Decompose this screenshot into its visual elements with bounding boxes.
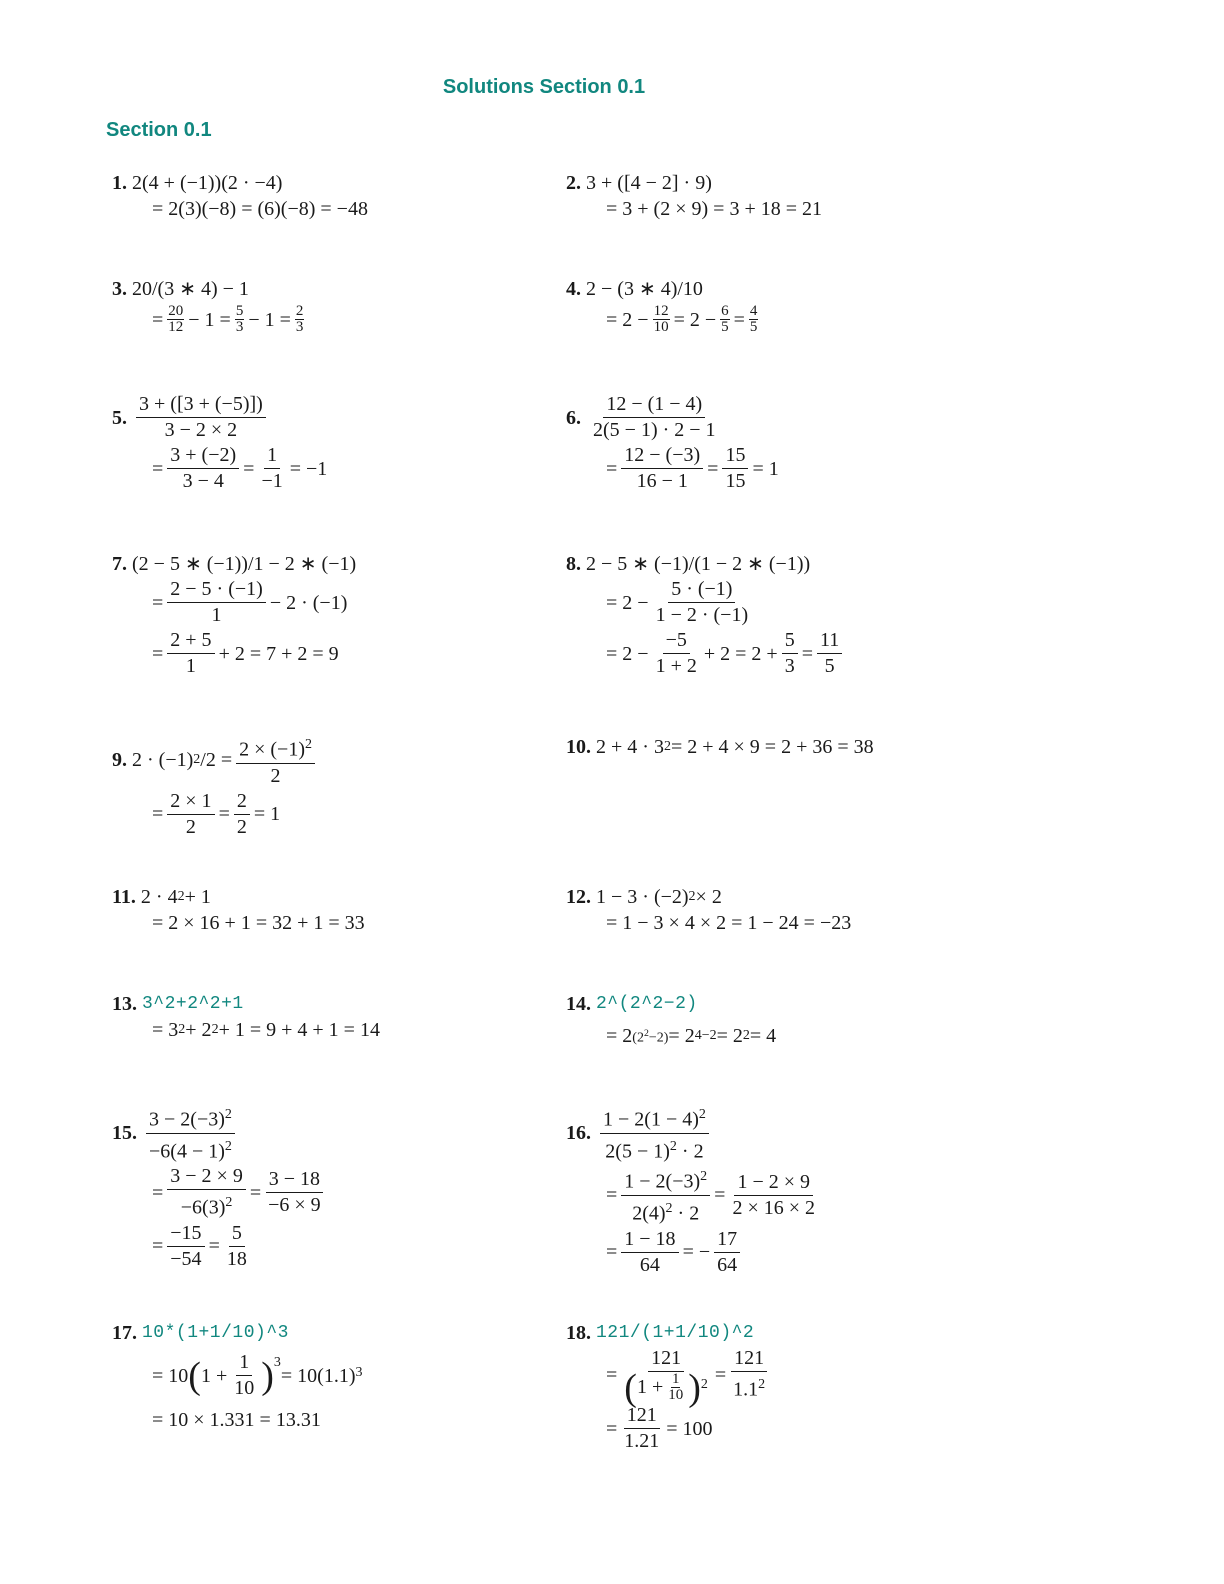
solution-text: = 100 <box>666 1417 713 1440</box>
solution-text: + 2 = 2 + <box>703 642 778 665</box>
problem-expression: 3 + ([4 − 2] · 9) <box>586 172 712 194</box>
solution-text: = − <box>682 1241 711 1264</box>
problem-expression: 2 · 4 <box>140 886 178 908</box>
problem-4 <box>566 276 762 335</box>
problem-expression: 2(4 + (−1))(2 · −4) <box>132 172 283 194</box>
fraction <box>730 1346 768 1403</box>
numerator <box>236 732 315 764</box>
exponent: 2 <box>178 1022 186 1037</box>
exponent: 2 <box>669 1138 677 1154</box>
denominator: 18 <box>226 1247 247 1270</box>
numerator: 3 − 18 <box>266 1167 323 1193</box>
fraction <box>235 304 245 335</box>
solution-line: = 3 + (2 × 9) = 3 + 18 = 21 <box>606 198 822 220</box>
equals-sign: = <box>606 1363 618 1386</box>
fraction <box>621 1403 662 1454</box>
problem-number: 4. <box>566 278 581 300</box>
numerator: 11 <box>817 628 842 654</box>
problem-17 <box>112 1320 362 1433</box>
fraction <box>167 577 266 628</box>
equals-sign: = <box>606 1241 618 1264</box>
denominator-text: · 2 <box>672 1202 700 1225</box>
fraction <box>167 1221 204 1272</box>
denominator: 5 <box>824 655 835 677</box>
numerator: 1 − 18 <box>621 1227 678 1253</box>
solution-text: = 3 <box>152 1019 179 1041</box>
exponent: 2 <box>700 1169 708 1185</box>
problem-number: 11. <box>112 886 136 908</box>
problem-number: 10. <box>566 736 591 758</box>
problem-number: 9. <box>112 749 127 772</box>
problem-number: 5. <box>112 406 127 429</box>
exponent: 2 <box>643 1028 649 1039</box>
problem-number: 12. <box>566 886 591 908</box>
denominator: −1 <box>261 470 283 492</box>
problem-number: 2. <box>566 172 581 194</box>
denominator: 10 <box>234 1377 255 1399</box>
denominator: 3 <box>235 319 244 335</box>
code-expression: 121/(1+1/10)^2 <box>596 1323 755 1343</box>
problem-number: 17. <box>112 1322 137 1344</box>
denominator: 64 <box>717 1253 738 1276</box>
problem-11 <box>112 884 365 936</box>
denominator: 64 <box>639 1253 660 1276</box>
numerator <box>600 1102 709 1134</box>
numerator: 5 <box>229 1221 245 1247</box>
equals-sign: = <box>714 1363 727 1386</box>
exponent: 2 <box>758 1377 766 1393</box>
solution-text: + 2 = 7 + 2 = 9 <box>218 642 339 665</box>
equals-sign: = <box>152 591 164 614</box>
equals-sign: = <box>707 457 719 480</box>
exponent: 2 <box>177 889 185 904</box>
fraction <box>236 732 315 789</box>
solution-line: = 1 − 3 × 4 × 2 = 1 − 24 = −23 <box>606 912 852 934</box>
equals-sign: = <box>152 1181 164 1204</box>
numerator: 3 − 2 × 9 <box>167 1164 246 1190</box>
denominator: 1 <box>185 655 196 677</box>
numerator-text: 3 − 2(−3) <box>149 1108 225 1131</box>
problem-6 <box>566 392 779 494</box>
solution-text: + 1 = 9 + 4 + 1 = 14 <box>218 1019 380 1041</box>
code-expression: 2^(2^2−2) <box>596 994 698 1014</box>
denominator-text: −6(3) <box>180 1196 226 1219</box>
numerator: 2 <box>234 789 250 815</box>
denominator: 16 − 1 <box>636 470 688 492</box>
denominator: 3 <box>295 319 304 335</box>
numerator <box>621 1164 710 1196</box>
problem-18 <box>566 1320 772 1454</box>
problem-14 <box>566 991 776 1052</box>
exponent: 2 <box>742 1028 750 1044</box>
exponent: 2 <box>688 889 696 904</box>
equals-sign: = <box>801 642 813 665</box>
problem-13 <box>112 991 380 1043</box>
fraction <box>224 1221 250 1272</box>
fraction <box>782 628 798 679</box>
solution-text: = 1 <box>752 457 779 480</box>
problem-expression: (2 − 5 ∗ (−1))/1 − 2 ∗ (−1) <box>132 553 357 575</box>
numerator: 121 <box>648 1346 684 1372</box>
problem-16 <box>566 1102 822 1278</box>
solution-text: + 2 <box>185 1019 212 1041</box>
denominator-text: · 2 <box>676 1140 704 1163</box>
denominator: 10 <box>653 319 669 335</box>
equals-sign: = <box>606 457 618 480</box>
problem-2 <box>566 170 822 222</box>
denominator: 1 <box>211 604 222 626</box>
denominator: −6 × 9 <box>268 1194 321 1217</box>
denominator-text: 1.1 <box>733 1378 759 1401</box>
fraction <box>167 443 239 494</box>
solution-text: = 2 <box>668 1025 695 1048</box>
solution-text: = −1 <box>289 457 328 480</box>
fraction <box>714 1227 740 1278</box>
numerator: 15 <box>722 443 748 469</box>
fraction <box>667 1372 684 1403</box>
fraction <box>720 304 730 335</box>
numerator: 12 <box>653 303 669 319</box>
fraction <box>621 1346 711 1409</box>
code-expression: 3^2+2^2+1 <box>142 994 244 1014</box>
problem-12 <box>566 884 851 936</box>
denominator <box>730 1372 768 1403</box>
denominator: 3 <box>784 655 795 677</box>
denominator: 2 <box>185 815 196 838</box>
denominator: 5 <box>749 319 758 335</box>
numerator: 1 − 2 × 9 <box>734 1170 813 1196</box>
numerator: 12 − (1 − 4) <box>603 392 705 418</box>
denominator: 3 − 4 <box>182 470 224 492</box>
fraction <box>231 1350 257 1401</box>
numerator: 121 <box>624 1403 660 1429</box>
numerator: 1 <box>264 443 280 469</box>
denominator <box>178 1190 236 1221</box>
exponent: 2 <box>193 752 201 768</box>
exponent <box>632 1021 668 1052</box>
problem-10 <box>566 734 874 760</box>
exponent: 2 <box>224 1138 232 1154</box>
problem-expression: 1 − 3 · (−2) <box>596 886 689 908</box>
numerator: 5 <box>782 628 798 654</box>
problem-number: 18. <box>566 1322 591 1344</box>
right-paren: ) <box>688 1366 701 1409</box>
numerator <box>146 1102 235 1134</box>
numerator: 1 <box>236 1350 252 1376</box>
denominator: 15 <box>725 470 746 492</box>
problem-9 <box>112 732 319 840</box>
numerator: 2 + 5 <box>167 628 214 654</box>
exponent: 2 <box>224 1107 232 1122</box>
solution-line: = 10 × 1.331 = 13.31 <box>152 1409 321 1431</box>
fraction <box>653 577 752 628</box>
problem-number: 14. <box>566 993 591 1015</box>
fraction <box>621 443 703 494</box>
exponent: 2 <box>305 737 312 752</box>
denominator <box>146 1134 235 1165</box>
fraction <box>167 304 184 335</box>
denominator: 2 <box>236 815 247 838</box>
numerator-text: 1 − 2(−3) <box>624 1170 701 1193</box>
numerator: 2 − 5 · (−1) <box>167 577 266 603</box>
solution-text: = 2 <box>606 1025 633 1048</box>
section-heading: Section 0.1 <box>106 119 212 141</box>
equals-sign: = <box>714 1184 726 1207</box>
solution-text: = 10(1.1) <box>280 1364 356 1387</box>
solution-text: − 2 · (−1) <box>269 591 348 614</box>
left-paren: ( <box>624 1366 637 1409</box>
numerator-text: 2 × (−1) <box>239 738 305 761</box>
equals-sign: = <box>249 1181 262 1204</box>
fraction <box>295 304 305 335</box>
fraction <box>234 789 250 840</box>
numerator: 6 <box>721 303 729 319</box>
equals-sign: = <box>606 1417 618 1440</box>
fraction <box>167 789 214 840</box>
equals-sign: = <box>218 803 230 826</box>
numerator: 5 <box>235 303 244 319</box>
problem-3 <box>112 276 308 335</box>
problem-expression: 20/(3 ∗ 4) − 1 <box>132 278 249 300</box>
problem-8 <box>566 551 846 679</box>
numerator-text: 1 − 2(1 − 4) <box>603 1108 699 1131</box>
solution-text: = 2 − <box>606 591 649 614</box>
fraction <box>749 304 759 335</box>
problem-1 <box>112 170 368 222</box>
solution-text: = <box>733 308 745 331</box>
right-paren: ) <box>261 1354 274 1397</box>
fraction <box>653 304 670 335</box>
fraction <box>729 1170 818 1221</box>
solution-line: = 2 × 16 + 1 = 32 + 1 = 33 <box>152 912 365 934</box>
problem-7 <box>112 551 356 679</box>
denominator <box>602 1134 706 1165</box>
fraction <box>600 1102 709 1164</box>
equals-sign: = <box>152 803 164 826</box>
numerator: −15 <box>167 1221 204 1247</box>
equals-sign: = <box>152 308 164 331</box>
problem-expression: 2 · (−1) <box>132 749 194 772</box>
left-paren: ( <box>188 1354 201 1397</box>
problem-5 <box>112 392 327 494</box>
exponent: 2 <box>698 1107 706 1122</box>
problem-expression: 2 + 4 · 3 <box>596 736 664 758</box>
fraction <box>817 628 842 679</box>
denominator-text: −6(4 − 1) <box>149 1140 225 1163</box>
numerator: 12 − (−3) <box>621 443 703 469</box>
denominator-text: 2(5 − 1) <box>605 1140 670 1163</box>
denominator: 3 − 2 × 2 <box>164 419 238 441</box>
denominator: 1 − 2 · (−1) <box>655 604 749 626</box>
fraction <box>621 1227 678 1278</box>
numerator: 5 · (−1) <box>668 577 735 603</box>
solution-text: = 1 <box>253 803 281 826</box>
denominator-text: 1 + <box>636 1376 664 1398</box>
solution-text: − 1 = <box>188 308 231 331</box>
denominator: −54 <box>170 1247 202 1270</box>
exponent: 2 <box>665 1200 673 1216</box>
solution-text: = 2 − <box>606 308 649 331</box>
problem-number: 16. <box>566 1122 591 1145</box>
solution-text: = 2 − <box>606 642 649 665</box>
numerator: 3 + (−2) <box>167 443 239 469</box>
fraction <box>621 1164 710 1226</box>
problem-number: 8. <box>566 553 581 575</box>
problem-15 <box>112 1102 328 1272</box>
fraction <box>653 628 700 679</box>
fraction <box>136 392 266 443</box>
exponent-text: −2) <box>648 1030 669 1046</box>
solution-text: = 2 <box>716 1025 743 1048</box>
denominator: 5 <box>721 319 729 335</box>
denominator-text: 2(4) <box>632 1202 666 1225</box>
problem-number: 7. <box>112 553 127 575</box>
fraction <box>258 443 285 494</box>
problem-expression: 2 − (3 ∗ 4)/10 <box>586 278 703 300</box>
numerator: 4 <box>749 303 758 319</box>
problem-number: 15. <box>112 1122 137 1145</box>
equals-sign: = <box>208 1235 220 1258</box>
equals-sign: = <box>152 1235 164 1258</box>
exponent: 2 <box>700 1377 708 1392</box>
denominator: 10 <box>668 1387 684 1403</box>
solution-text: − 1 = <box>248 308 291 331</box>
fraction <box>590 392 719 443</box>
denominator <box>629 1196 702 1227</box>
fraction <box>265 1167 324 1218</box>
solution-text: = 4 <box>749 1025 777 1048</box>
equals-sign: = <box>606 1184 618 1207</box>
problem-number: 3. <box>112 278 127 300</box>
solution-text: = 2 + 4 × 9 = 2 + 36 = 38 <box>670 736 874 758</box>
denominator: 2(5 − 1) · 2 − 1 <box>593 419 716 441</box>
exponent: 2 <box>663 739 671 754</box>
problem-number: 1. <box>112 172 127 194</box>
exponent: 2 <box>211 1022 219 1037</box>
denominator: 2 <box>270 764 281 787</box>
problem-expression: × 2 <box>695 886 722 908</box>
exponent-text: (2 <box>632 1030 644 1046</box>
solution-text: 1 + <box>200 1364 228 1387</box>
problem-expression: 2 − 5 ∗ (−1)/(1 − 2 ∗ (−1)) <box>586 553 811 575</box>
solution-text: = 2 − <box>673 308 717 331</box>
solution-text: = 10 <box>152 1364 189 1387</box>
exponent: 3 <box>355 1365 363 1380</box>
problem-number: 13. <box>112 993 137 1015</box>
fraction <box>146 1102 235 1164</box>
exponent: 2 <box>225 1195 233 1211</box>
fraction <box>167 628 214 679</box>
numerator: 1 <box>671 1371 680 1387</box>
numerator: 121 <box>731 1346 767 1372</box>
denominator: 12 <box>168 319 184 335</box>
page-title: Solutions Section 0.1 <box>442 76 646 98</box>
fraction <box>722 443 748 494</box>
numerator: 2 × 1 <box>167 789 214 815</box>
problem-expression: + 1 <box>184 886 211 908</box>
numerator: −5 <box>663 628 690 654</box>
denominator: 1.21 <box>624 1430 660 1452</box>
problem-expression: /2 = <box>200 749 233 772</box>
solution-line: = 2(3)(−8) = (6)(−8) = −48 <box>152 198 368 220</box>
exponent: 4−2 <box>694 1028 717 1044</box>
problem-number: 6. <box>566 406 581 429</box>
code-expression: 10*(1+1/10)^3 <box>142 1323 289 1343</box>
equals-sign: = <box>243 457 255 480</box>
numerator: 2 <box>295 303 304 319</box>
exponent: 3 <box>273 1355 281 1370</box>
equals-sign: = <box>152 642 164 665</box>
numerator: 3 + ([3 + (−5)]) <box>136 392 266 418</box>
fraction <box>167 1164 246 1221</box>
denominator: 1 + 2 <box>655 655 697 677</box>
denominator: 2 × 16 × 2 <box>732 1196 816 1219</box>
equals-sign: = <box>152 457 164 480</box>
numerator: 20 <box>168 303 184 319</box>
numerator: 17 <box>714 1227 740 1253</box>
denominator <box>621 1366 711 1409</box>
